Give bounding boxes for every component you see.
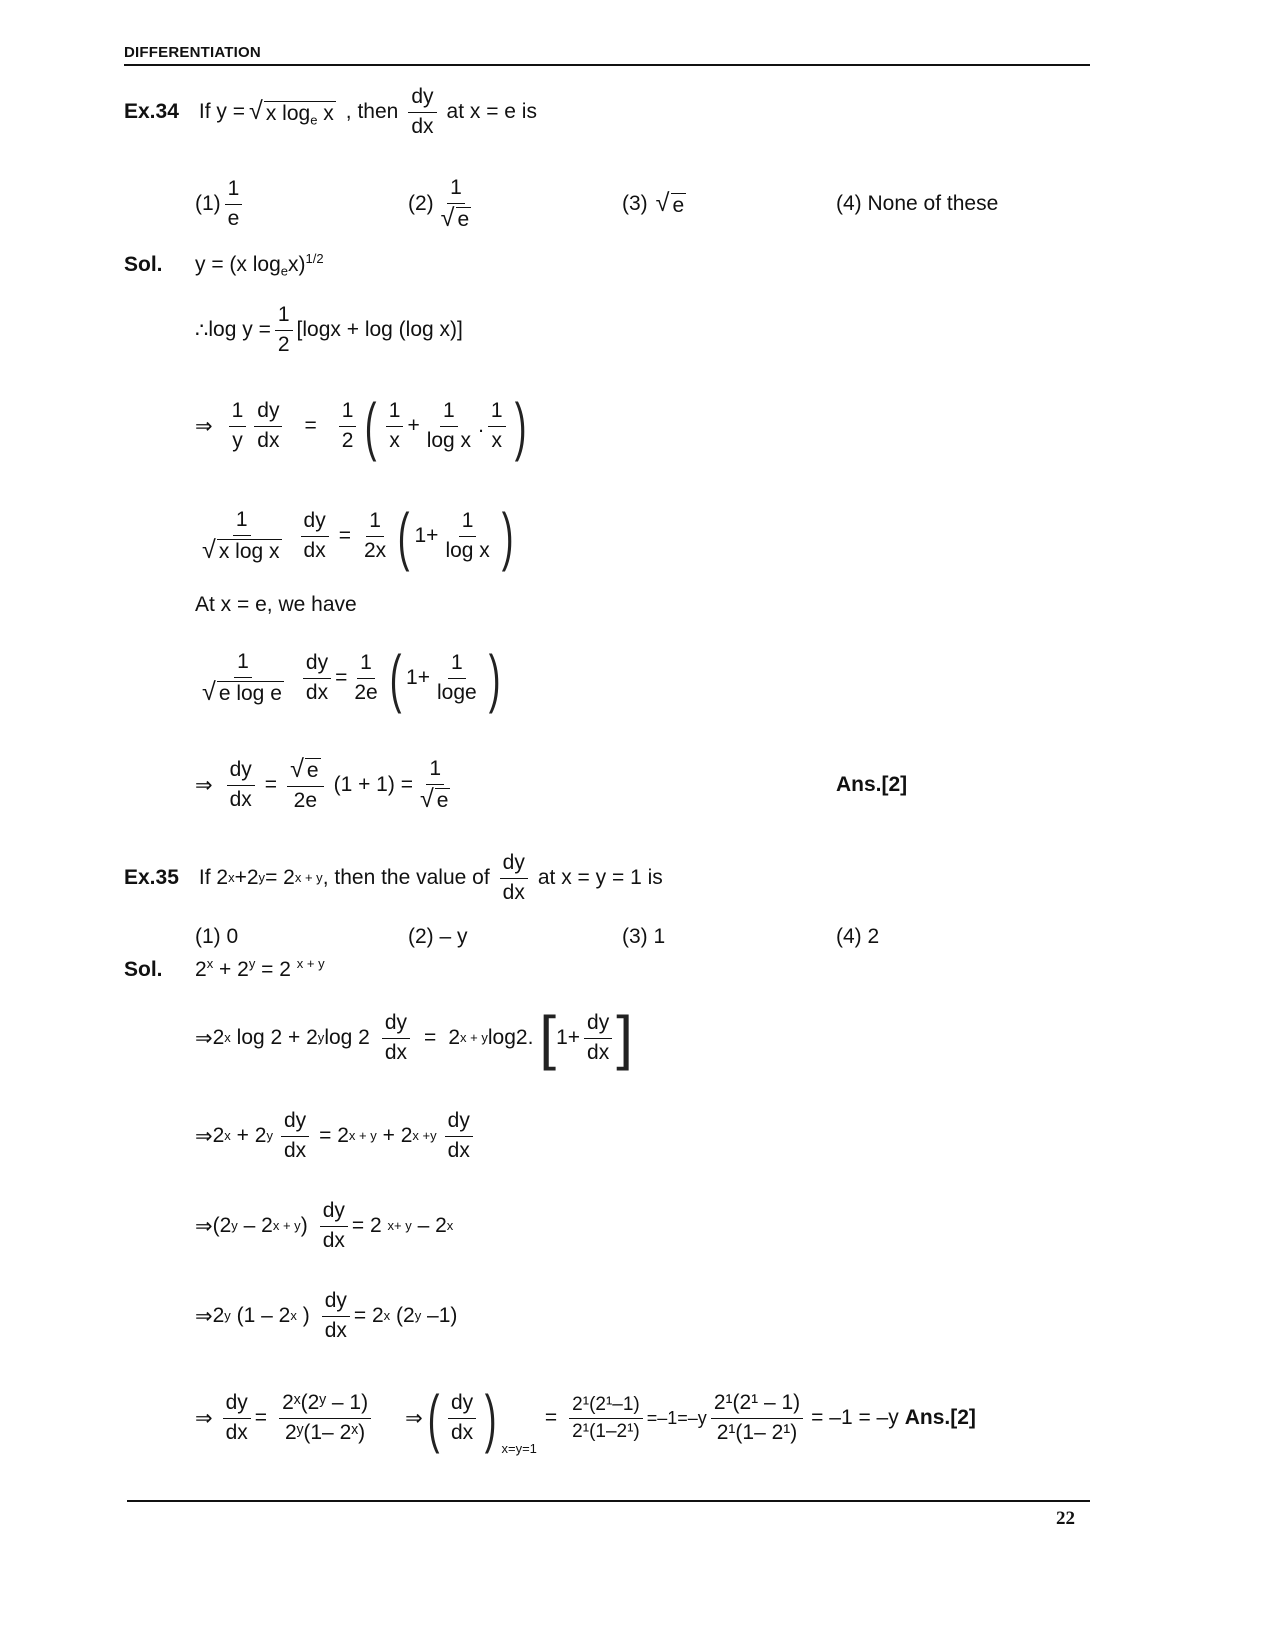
ex34-option-4: (4) None of these [836, 192, 999, 215]
ex35-answer: Ans.[2] [904, 1406, 976, 1429]
ex34-sol-line-4: 1 √ x log x $\frac{dy}{dx}$ = $\frac{1}{2x}$ ( 1+ $\frac{1}{\text{log x}}$ ) [202, 500, 514, 572]
ex35-label: Ex.35 [124, 866, 179, 889]
dy-dx-fraction: $\frac{dy}{dx}$ [408, 85, 436, 138]
ex35-option-2: (2) – y [408, 925, 468, 948]
ex35-sol-line-6: ⇒ $\frac{dy}{dx}$ = $\frac{\text{2ˣ(2ʸ – 1)}}{\text{2ʸ(1– 2ˣ)}}$ ⇒ ( $\frac{dy}{dx}$ ) x=y=1 = $\frac{\text{2¹(2¹–1)}}{\text{2¹(1–2¹)}}$ =–1=–y $\frac{\text{2¹(2¹ – 1)}}{\text{2¹(1– 2¹)}}$ = –1 = –y Ans.[2] [195, 1382, 976, 1456]
ex35-sol-line-4: ⇒ (2 y – 2 x + y ) $\frac{dy}{dx}$ = 2 x+ y – 2 x [195, 1199, 454, 1252]
running-header: DIFFERENTIATION [124, 44, 261, 61]
ex34-sol-line-2: ∴ log y = $\frac{1}{2}$ [logx + log (log x)] [195, 303, 463, 356]
implies-arrow: ⇒ [195, 414, 213, 438]
header-rule [124, 64, 1090, 66]
ex34-sol-label: Sol. [124, 253, 163, 276]
ex34-label: Ex.34 [124, 100, 179, 123]
ex34-option-1: (1) $\frac{1}{e}$ [195, 176, 246, 232]
ex34-option-2: (2) 1 √ e [408, 176, 470, 232]
ex34-sol-line-3: ⇒ $\frac{1}{y}$ $\frac{dy}{dx}$ = $\frac{1}{2}$ ( $\frac{1}{x}$ + $\frac{1}{\text{log x}}$ . $\frac{1}{x}$ ) [195, 390, 527, 462]
ex34-sol-line-1: y = (x $\log_ex)^{1/2}$ [195, 251, 324, 279]
ex35-sol-line-3: ⇒ 2 x + 2 y $\frac{dy}{dx}$ = 2 x + y + 2 x +y $\frac{dy}{dx}$ [195, 1106, 477, 1166]
ex34-sol-line-5: At x = e, we have [195, 593, 357, 616]
ex34-question: Ex.34 If y = √ x $\log_e x$ , then $\frac{dy}{dx}$ at x = e is [124, 85, 537, 138]
ex34-answer: Ans.[2] [836, 773, 908, 796]
footer-rule [127, 1500, 1090, 1502]
sqrt-x-log-x: √ x $\log_e x$ [249, 97, 334, 128]
page-number: 22 [1056, 1508, 1075, 1529]
ex34-option-3: (3) √ e [622, 189, 685, 218]
ex34-sol-line-7: ⇒ $\frac{dy}{dx}$ = √ e 2e (1 + 1) = 1 √ e [195, 755, 449, 813]
ex35-option-1: (1) 0 [195, 925, 239, 948]
ex35-question: Ex.35 If 2 x +2 y = 2 x + y , then the value of $\frac{dy}{dx}$ at x = y = 1 is [124, 851, 663, 904]
ex35-option-4: (4) 2 [836, 925, 880, 948]
ex35-sol-line-2: ⇒ 2 x log 2 + 2 y log 2 $\frac{dy}{dx}$ = 2 x + y log2. [ 1+ $\frac{dy}{dx}$ ] [195, 1004, 633, 1071]
ex34-sol-line-6: 1 √ e log e $\frac{dy}{dx}$ = $\frac{1}{2e}$ ( 1+ $\frac{1}{\log e}$ ) [202, 642, 501, 714]
ex35-sol-label: Sol. [124, 958, 163, 981]
ex35-option-3: (3) 1 [622, 925, 666, 948]
ex35-sol-line-1: $2^x + 2^y = 2$ $^{x + y}$ [195, 956, 325, 981]
ex35-sol-line-5: ⇒ 2 y (1 – 2 x ) $\frac{dy}{dx}$ = 2 x (2 y –1) [195, 1289, 458, 1342]
